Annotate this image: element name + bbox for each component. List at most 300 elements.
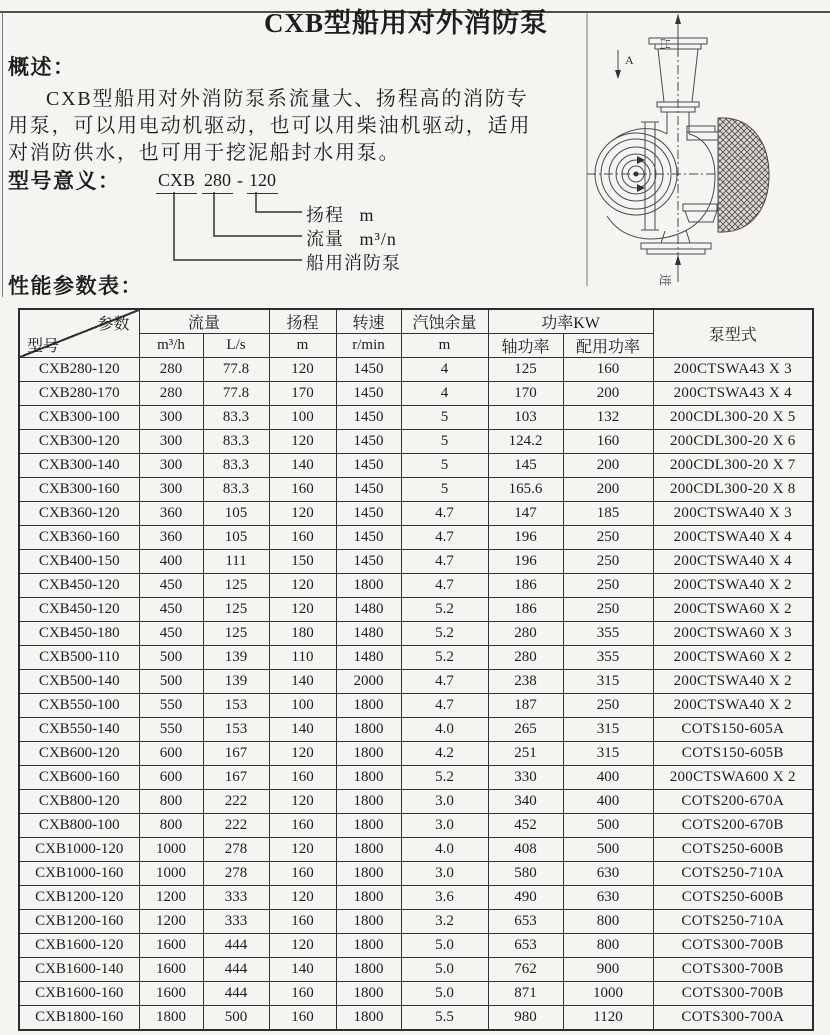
table-row — [19, 598, 813, 622]
cell-flow-m3h: 450 — [139, 622, 203, 646]
header-power: 功率KW — [488, 309, 653, 334]
cell-flow-m3h: 450 — [139, 574, 203, 598]
cell-flow-ls: 444 — [203, 982, 269, 1006]
cell-head-m: 160 — [269, 910, 336, 934]
cell-npsh-m: 4.2 — [401, 742, 488, 766]
cell-flow-m3h: 800 — [139, 790, 203, 814]
cell-pump-type: COTS250-600B — [653, 886, 813, 910]
cell-rated-power: 900 — [563, 958, 653, 982]
cell-pump-type: COTS300-700A — [653, 1006, 813, 1031]
motor-hatched-body — [718, 118, 769, 232]
cell-speed-rmin: 1800 — [336, 766, 401, 790]
cell-model: CXB450-120 — [19, 574, 139, 598]
cell-pump-type: 200CTSWA40 X 2 — [653, 694, 813, 718]
cell-npsh-m: 4.7 — [401, 670, 488, 694]
header-shaft-power: 轴功率 — [488, 334, 563, 358]
cell-flow-m3h: 1600 — [139, 934, 203, 958]
cell-rated-power: 315 — [563, 742, 653, 766]
cell-flow-m3h: 300 — [139, 454, 203, 478]
cell-speed-rmin: 1800 — [336, 934, 401, 958]
table-row — [19, 694, 813, 718]
cell-shaft-power: 187 — [488, 694, 563, 718]
cell-shaft-power: 145 — [488, 454, 563, 478]
params-table-body — [19, 358, 813, 1031]
cell-flow-m3h: 1600 — [139, 982, 203, 1006]
cell-npsh-m: 3.0 — [401, 814, 488, 838]
cell-pump-type: 200CTSWA40 X 2 — [653, 574, 813, 598]
cell-flow-m3h: 550 — [139, 718, 203, 742]
header-flow: 流量 — [139, 309, 269, 334]
cell-rated-power: 200 — [563, 454, 653, 478]
cell-shaft-power: 170 — [488, 382, 563, 406]
header-corner-parameter: 参数 — [97, 316, 130, 333]
cell-speed-rmin: 1800 — [336, 790, 401, 814]
cell-shaft-power: 762 — [488, 958, 563, 982]
cell-flow-m3h: 300 — [139, 478, 203, 502]
cell-shaft-power: 251 — [488, 742, 563, 766]
table-row — [19, 838, 813, 862]
cell-model: CXB800-120 — [19, 790, 139, 814]
cell-flow-ls: 105 — [203, 502, 269, 526]
pump-volute-circle — [595, 133, 677, 215]
cell-flow-m3h: 300 — [139, 406, 203, 430]
cell-shaft-power: 165.6 — [488, 478, 563, 502]
cell-head-m: 120 — [269, 886, 336, 910]
cell-pump-type: COTS150-605B — [653, 742, 813, 766]
overview-line-1: CXB型船用对外消防泵系流量大、扬程高的消防专 — [46, 88, 529, 110]
cell-flow-m3h: 1000 — [139, 862, 203, 886]
pump-technical-drawing — [585, 8, 830, 286]
cell-pump-type: COTS250-710A — [653, 910, 813, 934]
cell-flow-m3h: 500 — [139, 670, 203, 694]
cell-head-m: 160 — [269, 766, 336, 790]
cell-model: CXB300-120 — [19, 430, 139, 454]
cell-flow-m3h: 400 — [139, 550, 203, 574]
header-corner-model: 型号 — [27, 338, 60, 355]
cell-flow-ls: 83.3 — [203, 478, 269, 502]
mounting-plate — [645, 122, 655, 230]
cell-head-m: 120 — [269, 358, 336, 382]
cell-flow-ls: 105 — [203, 526, 269, 550]
cell-flow-m3h: 1800 — [139, 1006, 203, 1031]
cell-flow-m3h: 360 — [139, 526, 203, 550]
shaft-center — [634, 172, 639, 177]
cell-rated-power: 200 — [563, 382, 653, 406]
bottom-flange — [641, 243, 711, 249]
cell-flow-ls: 83.3 — [203, 406, 269, 430]
cell-rated-power: 630 — [563, 862, 653, 886]
cell-model: CXB550-100 — [19, 694, 139, 718]
cell-rated-power: 185 — [563, 502, 653, 526]
cell-npsh-m: 5.5 — [401, 1006, 488, 1031]
section-view-label: A — [625, 53, 634, 67]
cell-speed-rmin: 1450 — [336, 406, 401, 430]
cell-head-m: 150 — [269, 550, 336, 574]
table-row — [19, 886, 813, 910]
cell-head-m: 160 — [269, 1006, 336, 1031]
cell-model: CXB280-120 — [19, 358, 139, 382]
header-flow-unit-ls: L/s — [203, 334, 269, 358]
table-row — [19, 358, 813, 382]
cell-model: CXB1600-120 — [19, 934, 139, 958]
cell-model: CXB400-150 — [19, 550, 139, 574]
cell-pump-type: 200CDL300-20 X 8 — [653, 478, 813, 502]
cell-speed-rmin: 1450 — [336, 550, 401, 574]
cell-flow-ls: 278 — [203, 862, 269, 886]
cell-pump-type: 200CTSWA43 X 3 — [653, 358, 813, 382]
cell-speed-rmin: 1450 — [336, 502, 401, 526]
cell-pump-type: COTS300-700B — [653, 958, 813, 982]
cell-model: CXB800-100 — [19, 814, 139, 838]
cell-flow-ls: 111 — [203, 550, 269, 574]
cell-rated-power: 250 — [563, 598, 653, 622]
cell-pump-type: 200CDL300-20 X 5 — [653, 406, 813, 430]
cell-shaft-power: 452 — [488, 814, 563, 838]
volute-casing — [613, 129, 667, 140]
table-row — [19, 574, 813, 598]
cell-shaft-power: 871 — [488, 982, 563, 1006]
cell-flow-ls: 167 — [203, 742, 269, 766]
cell-model: CXB360-160 — [19, 526, 139, 550]
cell-shaft-power: 580 — [488, 862, 563, 886]
header-corner-cell — [19, 309, 139, 358]
cell-flow-ls: 333 — [203, 910, 269, 934]
cell-pump-type: 200CDL300-20 X 6 — [653, 430, 813, 454]
overview-line-3: 对消防供水，也可用于挖泥船封水用泵。 — [8, 142, 401, 164]
cell-head-m: 140 — [269, 958, 336, 982]
cell-flow-ls: 167 — [203, 766, 269, 790]
cell-speed-rmin: 1450 — [336, 478, 401, 502]
model-code-head: 120 — [247, 170, 278, 194]
table-row — [19, 430, 813, 454]
cell-shaft-power: 280 — [488, 646, 563, 670]
cell-model: CXB1600-160 — [19, 982, 139, 1006]
cell-model: CXB300-160 — [19, 478, 139, 502]
cell-pump-type: 200CTSWA40 X 4 — [653, 526, 813, 550]
cell-head-m: 160 — [269, 478, 336, 502]
model-label-head: 扬程 m — [306, 205, 375, 225]
cell-shaft-power: 124.2 — [488, 430, 563, 454]
table-row — [19, 382, 813, 406]
cell-npsh-m: 5 — [401, 430, 488, 454]
cell-rated-power: 315 — [563, 718, 653, 742]
cell-rated-power: 200 — [563, 478, 653, 502]
table-row — [19, 718, 813, 742]
cell-rated-power: 1120 — [563, 1006, 653, 1031]
cell-speed-rmin: 1800 — [336, 718, 401, 742]
cell-head-m: 120 — [269, 574, 336, 598]
cell-npsh-m: 3.2 — [401, 910, 488, 934]
header-speed: 转速 — [336, 309, 401, 334]
model-code — [156, 170, 278, 194]
cell-pump-type: COTS150-605A — [653, 718, 813, 742]
cell-head-m: 140 — [269, 670, 336, 694]
table-row — [19, 406, 813, 430]
cell-pump-type: COTS250-710A — [653, 862, 813, 886]
cell-speed-rmin: 1450 — [336, 358, 401, 382]
cell-rated-power: 355 — [563, 646, 653, 670]
cell-flow-ls: 83.3 — [203, 454, 269, 478]
cell-speed-rmin: 1800 — [336, 814, 401, 838]
cell-rated-power: 160 — [563, 358, 653, 382]
cell-head-m: 140 — [269, 718, 336, 742]
cell-model: CXB280-170 — [19, 382, 139, 406]
cell-flow-ls: 444 — [203, 958, 269, 982]
cell-rated-power: 630 — [563, 886, 653, 910]
cell-npsh-m: 4.7 — [401, 550, 488, 574]
page-title: CXB型船用对外消防泵 — [263, 8, 548, 38]
cell-speed-rmin: 1800 — [336, 958, 401, 982]
cell-flow-ls: 278 — [203, 838, 269, 862]
cell-npsh-m: 5 — [401, 406, 488, 430]
cell-flow-m3h: 1000 — [139, 838, 203, 862]
cell-flow-ls: 153 — [203, 718, 269, 742]
cell-model: CXB300-100 — [19, 406, 139, 430]
cell-flow-m3h: 600 — [139, 742, 203, 766]
cell-head-m: 140 — [269, 454, 336, 478]
cell-rated-power: 250 — [563, 526, 653, 550]
cell-flow-ls: 153 — [203, 694, 269, 718]
model-code-dash: - — [237, 170, 244, 190]
table-row — [19, 1006, 813, 1031]
performance-parameters-table — [18, 308, 814, 1031]
suction-pipe — [661, 230, 690, 243]
cell-pump-type: 200CTSWA43 X 4 — [653, 382, 813, 406]
cell-head-m: 120 — [269, 838, 336, 862]
cell-head-m: 180 — [269, 622, 336, 646]
cell-head-m: 120 — [269, 598, 336, 622]
cell-pump-type: COTS250-600B — [653, 838, 813, 862]
cell-rated-power: 315 — [563, 670, 653, 694]
model-label-pump: 船用消防泵 — [306, 253, 401, 273]
cell-shaft-power: 238 — [488, 670, 563, 694]
cell-shaft-power: 103 — [488, 406, 563, 430]
cell-npsh-m: 5 — [401, 454, 488, 478]
table-row — [19, 790, 813, 814]
cell-model: CXB450-120 — [19, 598, 139, 622]
cell-npsh-m: 5.2 — [401, 766, 488, 790]
cell-shaft-power: 330 — [488, 766, 563, 790]
cell-pump-type: 200CTSWA40 X 2 — [653, 670, 813, 694]
cell-head-m: 160 — [269, 862, 336, 886]
cell-flow-m3h: 1200 — [139, 910, 203, 934]
cell-model: CXB300-140 — [19, 454, 139, 478]
cell-model: CXB450-180 — [19, 622, 139, 646]
cell-flow-ls: 77.8 — [203, 382, 269, 406]
cell-model: CXB550-140 — [19, 718, 139, 742]
cell-speed-rmin: 1800 — [336, 886, 401, 910]
cell-pump-type: COTS300-700B — [653, 934, 813, 958]
branch-flange-top — [687, 126, 715, 132]
table-row — [19, 814, 813, 838]
cell-npsh-m: 3.6 — [401, 886, 488, 910]
cell-head-m: 160 — [269, 982, 336, 1006]
cell-model: CXB1200-120 — [19, 886, 139, 910]
cell-flow-m3h: 280 — [139, 382, 203, 406]
cell-model: CXB1800-160 — [19, 1006, 139, 1031]
cell-flow-ls: 333 — [203, 886, 269, 910]
cell-model: CXB600-160 — [19, 766, 139, 790]
cell-model: CXB500-140 — [19, 670, 139, 694]
outlet-label: 出 — [658, 38, 672, 51]
cell-flow-ls: 77.8 — [203, 358, 269, 382]
cell-shaft-power: 125 — [488, 358, 563, 382]
cell-model: CXB500-110 — [19, 646, 139, 670]
cell-head-m: 120 — [269, 430, 336, 454]
cell-shaft-power: 196 — [488, 550, 563, 574]
cell-flow-m3h: 1200 — [139, 886, 203, 910]
cell-pump-type: 200CTSWA60 X 2 — [653, 646, 813, 670]
table-row — [19, 670, 813, 694]
cell-shaft-power: 490 — [488, 886, 563, 910]
header-npsh: 汽蚀余量 — [401, 309, 488, 334]
cell-speed-rmin: 1800 — [336, 862, 401, 886]
cell-flow-m3h: 280 — [139, 358, 203, 382]
cell-model: CXB360-120 — [19, 502, 139, 526]
cell-pump-type: 200CTSWA60 X 3 — [653, 622, 813, 646]
overview-line-2: 用泵，可以用电动机驱动，也可以用柴油机驱动，适用 — [8, 115, 532, 137]
table-row — [19, 550, 813, 574]
cell-flow-ls: 139 — [203, 646, 269, 670]
cell-shaft-power: 186 — [488, 598, 563, 622]
cell-shaft-power: 408 — [488, 838, 563, 862]
cell-npsh-m: 4.7 — [401, 502, 488, 526]
cell-speed-rmin: 1800 — [336, 1006, 401, 1031]
cell-rated-power: 250 — [563, 694, 653, 718]
model-code-prefix: CXB — [156, 170, 197, 194]
cell-head-m: 120 — [269, 934, 336, 958]
cell-rated-power: 800 — [563, 910, 653, 934]
cell-npsh-m: 4.7 — [401, 574, 488, 598]
cell-flow-m3h: 800 — [139, 814, 203, 838]
table-row — [19, 622, 813, 646]
cell-flow-m3h: 1600 — [139, 958, 203, 982]
cell-speed-rmin: 1450 — [336, 526, 401, 550]
cell-rated-power: 132 — [563, 406, 653, 430]
cell-speed-rmin: 1450 — [336, 430, 401, 454]
cell-pump-type: 200CTSWA40 X 4 — [653, 550, 813, 574]
cell-head-m: 120 — [269, 790, 336, 814]
table-row — [19, 742, 813, 766]
cell-npsh-m: 5.0 — [401, 934, 488, 958]
cell-npsh-m: 5.0 — [401, 958, 488, 982]
cell-npsh-m: 4.0 — [401, 718, 488, 742]
cell-head-m: 160 — [269, 814, 336, 838]
cell-head-m: 160 — [269, 526, 336, 550]
cell-pump-type: 200CTSWA60 X 2 — [653, 598, 813, 622]
cell-npsh-m: 4 — [401, 382, 488, 406]
cell-flow-ls: 83.3 — [203, 430, 269, 454]
cell-shaft-power: 196 — [488, 526, 563, 550]
cell-speed-rmin: 1800 — [336, 910, 401, 934]
cell-pump-type: COTS300-700B — [653, 982, 813, 1006]
cell-speed-rmin: 1450 — [336, 382, 401, 406]
cell-head-m: 110 — [269, 646, 336, 670]
cell-shaft-power: 653 — [488, 934, 563, 958]
cell-flow-ls: 500 — [203, 1006, 269, 1031]
mid-flange — [657, 102, 699, 107]
table-row — [19, 478, 813, 502]
cell-rated-power: 500 — [563, 814, 653, 838]
cell-npsh-m: 3.0 — [401, 790, 488, 814]
table-row — [19, 862, 813, 886]
header-head-unit: m — [269, 334, 336, 358]
cell-rated-power: 400 — [563, 766, 653, 790]
cell-rated-power: 250 — [563, 574, 653, 598]
cell-head-m: 100 — [269, 406, 336, 430]
discharge-cone — [658, 49, 698, 102]
cell-flow-ls: 139 — [203, 670, 269, 694]
cell-shaft-power: 147 — [488, 502, 563, 526]
cell-flow-ls: 444 — [203, 934, 269, 958]
cell-head-m: 120 — [269, 742, 336, 766]
cell-npsh-m: 5.2 — [401, 598, 488, 622]
cell-npsh-m: 5.2 — [401, 646, 488, 670]
table-row — [19, 982, 813, 1006]
cell-flow-m3h: 360 — [139, 502, 203, 526]
cell-flow-m3h: 300 — [139, 430, 203, 454]
cell-model: CXB1200-160 — [19, 910, 139, 934]
cell-model: CXB1600-140 — [19, 958, 139, 982]
cell-model: CXB600-120 — [19, 742, 139, 766]
cell-pump-type: 200CTSWA40 X 3 — [653, 502, 813, 526]
cell-speed-rmin: 1800 — [336, 694, 401, 718]
cell-npsh-m: 5.2 — [401, 622, 488, 646]
cell-head-m: 120 — [269, 502, 336, 526]
cell-rated-power: 800 — [563, 934, 653, 958]
cell-npsh-m: 5.0 — [401, 982, 488, 1006]
cell-model: CXB1000-120 — [19, 838, 139, 862]
cell-npsh-m: 4 — [401, 358, 488, 382]
cell-shaft-power: 186 — [488, 574, 563, 598]
cell-npsh-m: 4.7 — [401, 694, 488, 718]
cell-model: CXB1000-160 — [19, 862, 139, 886]
cell-speed-rmin: 1800 — [336, 574, 401, 598]
cell-pump-type: 200CDL300-20 X 7 — [653, 454, 813, 478]
cell-shaft-power: 980 — [488, 1006, 563, 1031]
cell-npsh-m: 4.0 — [401, 838, 488, 862]
cell-pump-type: 200CTSWA600 X 2 — [653, 766, 813, 790]
cell-pump-type: COTS200-670B — [653, 814, 813, 838]
table-row — [19, 502, 813, 526]
cell-rated-power: 250 — [563, 550, 653, 574]
cell-flow-ls: 222 — [203, 814, 269, 838]
cell-rated-power: 500 — [563, 838, 653, 862]
cell-speed-rmin: 2000 — [336, 670, 401, 694]
cell-flow-ls: 125 — [203, 598, 269, 622]
cell-speed-rmin: 1480 — [336, 646, 401, 670]
cell-npsh-m: 5 — [401, 478, 488, 502]
cell-rated-power: 355 — [563, 622, 653, 646]
inlet-label: 进 — [658, 274, 672, 286]
table-row — [19, 934, 813, 958]
cell-shaft-power: 265 — [488, 718, 563, 742]
table-row — [19, 646, 813, 670]
cell-flow-ls: 125 — [203, 574, 269, 598]
table-row — [19, 454, 813, 478]
header-speed-unit: r/min — [336, 334, 401, 358]
cell-head-m: 170 — [269, 382, 336, 406]
scan-border-left — [2, 12, 3, 297]
model-meaning-heading: 型号意义： — [8, 169, 121, 193]
header-flow-unit-m3h: m³/h — [139, 334, 203, 358]
header-rated-power: 配用功率 — [563, 334, 653, 358]
cell-speed-rmin: 1800 — [336, 982, 401, 1006]
cell-speed-rmin: 1800 — [336, 838, 401, 862]
cell-speed-rmin: 1480 — [336, 622, 401, 646]
cell-rated-power: 1000 — [563, 982, 653, 1006]
cell-shaft-power: 340 — [488, 790, 563, 814]
